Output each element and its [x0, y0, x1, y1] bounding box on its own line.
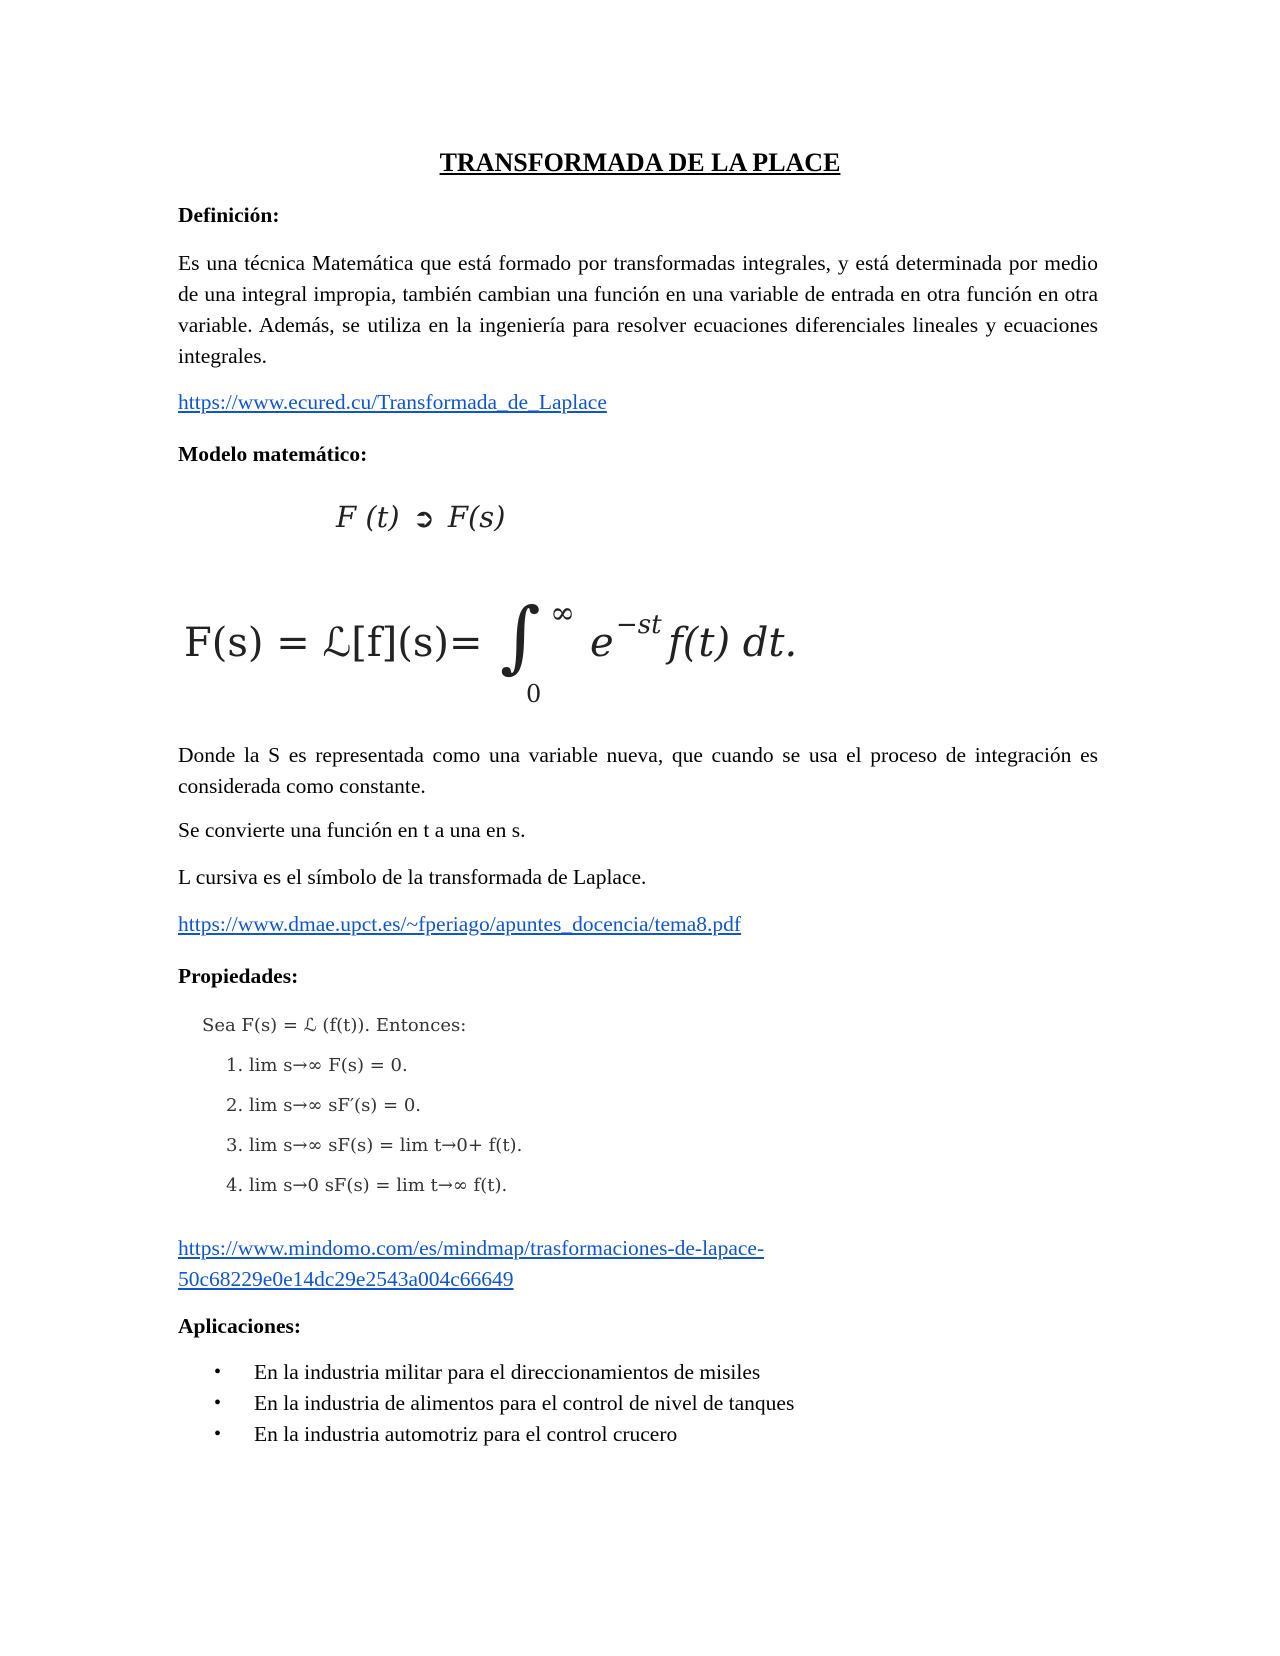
aplicaciones-list — [178, 1357, 794, 1450]
list-item — [178, 1357, 794, 1388]
bullet-icon: • — [214, 1361, 222, 1383]
propiedades-heading: Propiedades: — [178, 964, 299, 988]
dmae-link[interactable]: https://www.dmae.upct.es/~fperiago/apuntes_docencia/tema8.pdf — [178, 912, 742, 936]
propiedad-item: 4. lim s→0 sF(s) = lim t→∞ f(t). — [226, 1175, 508, 1196]
aplicaciones-heading: Aplicaciones: — [178, 1314, 302, 1338]
integrand-exponent: −st — [616, 610, 662, 640]
mindomo-link-line2[interactable]: 50c68229e0e14dc29e2543a004c66649 — [178, 1267, 514, 1291]
ecured-link[interactable]: https://www.ecured.cu/Transformada_de_Laplace — [178, 390, 607, 414]
propiedades-intro: Sea F(s) = ℒ (f(t)). Entonces: — [202, 1015, 467, 1036]
list-item-text: En la industria militar para el direccionamientos de misiles — [254, 1360, 761, 1384]
integral-sign: ∫ — [500, 592, 541, 682]
mapping-formula — [336, 500, 506, 534]
list-item — [178, 1419, 794, 1450]
mapping-right: F(s) — [447, 500, 506, 534]
conversion-paragraph: Se convierte una función en t a una en s. — [178, 818, 526, 842]
propiedad-item: 1. lim s→∞ F(s) = 0. — [226, 1055, 408, 1076]
definicion-paragraph: Es una técnica Matemática que está formado por transformadas integrales, y está determinada por medio de una integral impropia, también cambian una función en una variable de entrada en otra función en otra variable. Además, se utiliza en la ingeniería para resolver ecuaciones diferenciales lineales y ecuaciones integrales. — [178, 251, 1098, 368]
bullet-icon: • — [214, 1392, 222, 1414]
arrow-icon: ➲ — [412, 504, 435, 534]
propiedad-item: 3. lim s→∞ sF(s) = lim t→0+ f(t). — [226, 1135, 523, 1156]
list-item-text: En la industria de alimentos para el control de nivel de tanques — [254, 1391, 795, 1415]
bullet-icon: • — [214, 1423, 222, 1445]
propiedades-formula-block — [202, 1014, 523, 1196]
list-item-text: En la industria automotriz para el control crucero — [254, 1422, 678, 1446]
cursive-l-paragraph: L cursiva es el símbolo de la transformada de Laplace. — [178, 865, 647, 889]
definicion-heading: Definición: — [178, 203, 280, 227]
laplace-equation — [184, 592, 804, 708]
page-title: TRANSFORMADA DE LA PLACE — [439, 148, 841, 177]
equation-lhs: F(s) = ℒ[f](s)= — [184, 620, 483, 666]
modelo-heading: Modelo matemático: — [178, 442, 368, 466]
mindomo-link[interactable] — [178, 1233, 764, 1295]
mindomo-link-line1[interactable]: https://www.mindomo.com/es/mindmap/trasformaciones-de-lapace- — [178, 1236, 765, 1260]
propiedad-item: 2. lim s→∞ sF′(s) = 0. — [226, 1095, 422, 1116]
integrand-rest: f(t) dt. — [668, 620, 798, 666]
integral-upper-limit: ∞ — [550, 596, 575, 631]
list-item — [178, 1388, 794, 1419]
integral-lower-limit: 0 — [526, 680, 542, 708]
integrand-base: e — [590, 620, 614, 666]
variable-s-paragraph: Donde la S es representada como una variable nueva, que cuando se usa el proceso de integración es considerada como constante. — [178, 743, 1098, 798]
mapping-left: F (t) — [336, 500, 400, 534]
